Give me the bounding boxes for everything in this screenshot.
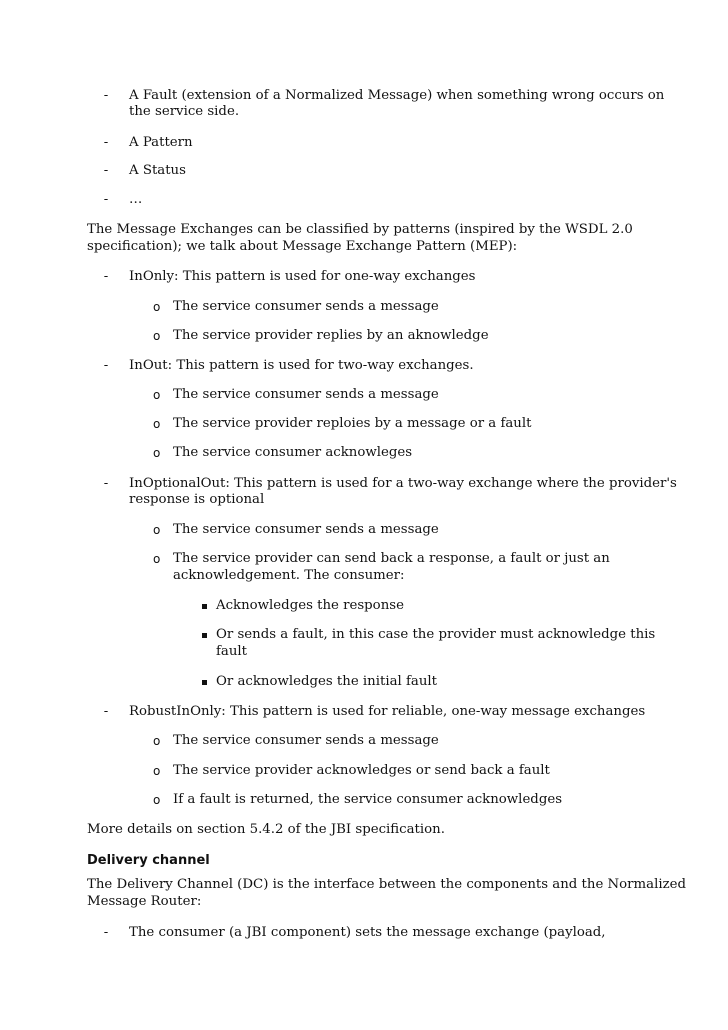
sub-list-item-text: The service provider can send back a response, a fault or just an (173, 551, 610, 566)
circle-bullet-icon: o (153, 388, 161, 402)
sub-list-item-text: The service consumer acknowleges (173, 445, 413, 460)
section-heading: Delivery channel (87, 853, 210, 868)
sub-list-item-text: The service consumer sends a message (173, 387, 439, 402)
square-bullet-icon (202, 633, 207, 638)
sub-list-item-text: The service provider reploies by a message or a fault (173, 416, 532, 431)
circle-bullet-icon: o (153, 734, 161, 748)
list-item-text: The consumer (a JBI component) sets the message exchange (payload, (129, 925, 606, 940)
list-bullet: - (103, 269, 109, 284)
list-bullet: - (103, 476, 109, 491)
circle-bullet-icon: o (153, 793, 161, 807)
list-item-text: A Status (129, 163, 186, 178)
circle-bullet-icon: o (153, 446, 161, 460)
circle-bullet-icon: o (153, 417, 161, 431)
circle-bullet-icon: o (153, 552, 161, 566)
list-item-text: … (129, 192, 143, 207)
list-item-text: A Fault (extension of a Normalized Message) when something wrong occurs on (129, 88, 665, 103)
list-bullet: - (103, 135, 109, 150)
list-item-text: A Pattern (129, 135, 193, 150)
sub-list-item-text: The service provider acknowledges or send back a fault (173, 763, 550, 778)
paragraph-line: Message Router: (87, 894, 202, 909)
sub-list-item-text: The service consumer sends a message (173, 733, 439, 748)
paragraph-line: specification); we talk about Message Exchange Pattern (MEP): (87, 239, 518, 254)
sub-list-item-text: If a fault is returned, the service consumer acknowledges (173, 792, 563, 807)
list-item-text: InOnly: This pattern is used for one-way exchanges (129, 269, 476, 284)
list-item-text: InOut: This pattern is used for two-way exchanges. (129, 358, 474, 373)
circle-bullet-icon: o (153, 300, 161, 314)
sub-list-item-text-continued: acknowledgement. The consumer: (173, 568, 405, 583)
paragraph-line: The Delivery Channel (DC) is the interface between the components and the Normalized (87, 877, 686, 892)
paragraph-line: More details on section 5.4.2 of the JBI specification. (87, 822, 445, 837)
list-bullet: - (103, 88, 109, 103)
sub-sub-list-item-text: Or sends a fault, in this case the provider must acknowledge this (216, 627, 656, 642)
sub-sub-list-item-text: Or acknowledges the initial fault (216, 674, 438, 689)
sub-sub-list-item-text: Acknowledges the response (216, 598, 404, 613)
list-bullet: - (103, 704, 109, 719)
list-item-text-continued: the service side. (129, 104, 240, 119)
circle-bullet-icon: o (153, 523, 161, 537)
circle-bullet-icon: o (153, 329, 161, 343)
sub-list-item-text: The service consumer sends a message (173, 522, 439, 537)
square-bullet-icon (202, 680, 207, 685)
sub-sub-list-item-text-continued: fault (216, 644, 248, 659)
list-bullet: - (103, 192, 109, 207)
list-item-text: RobustInOnly: This pattern is used for reliable, one-way message exchanges (129, 704, 646, 719)
square-bullet-icon (202, 604, 207, 609)
sub-list-item-text: The service consumer sends a message (173, 299, 439, 314)
list-bullet: - (103, 358, 109, 373)
list-bullet: - (103, 925, 109, 940)
circle-bullet-icon: o (153, 764, 161, 778)
list-item-text-continued: response is optional (129, 492, 265, 507)
list-bullet: - (103, 163, 109, 178)
list-item-text: InOptionalOut: This pattern is used for a two-way exchange where the provider's (129, 476, 677, 491)
paragraph-line: The Message Exchanges can be classified by patterns (inspired by the WSDL 2.0 (87, 222, 633, 237)
sub-list-item-text: The service provider replies by an aknowledge (173, 328, 489, 343)
